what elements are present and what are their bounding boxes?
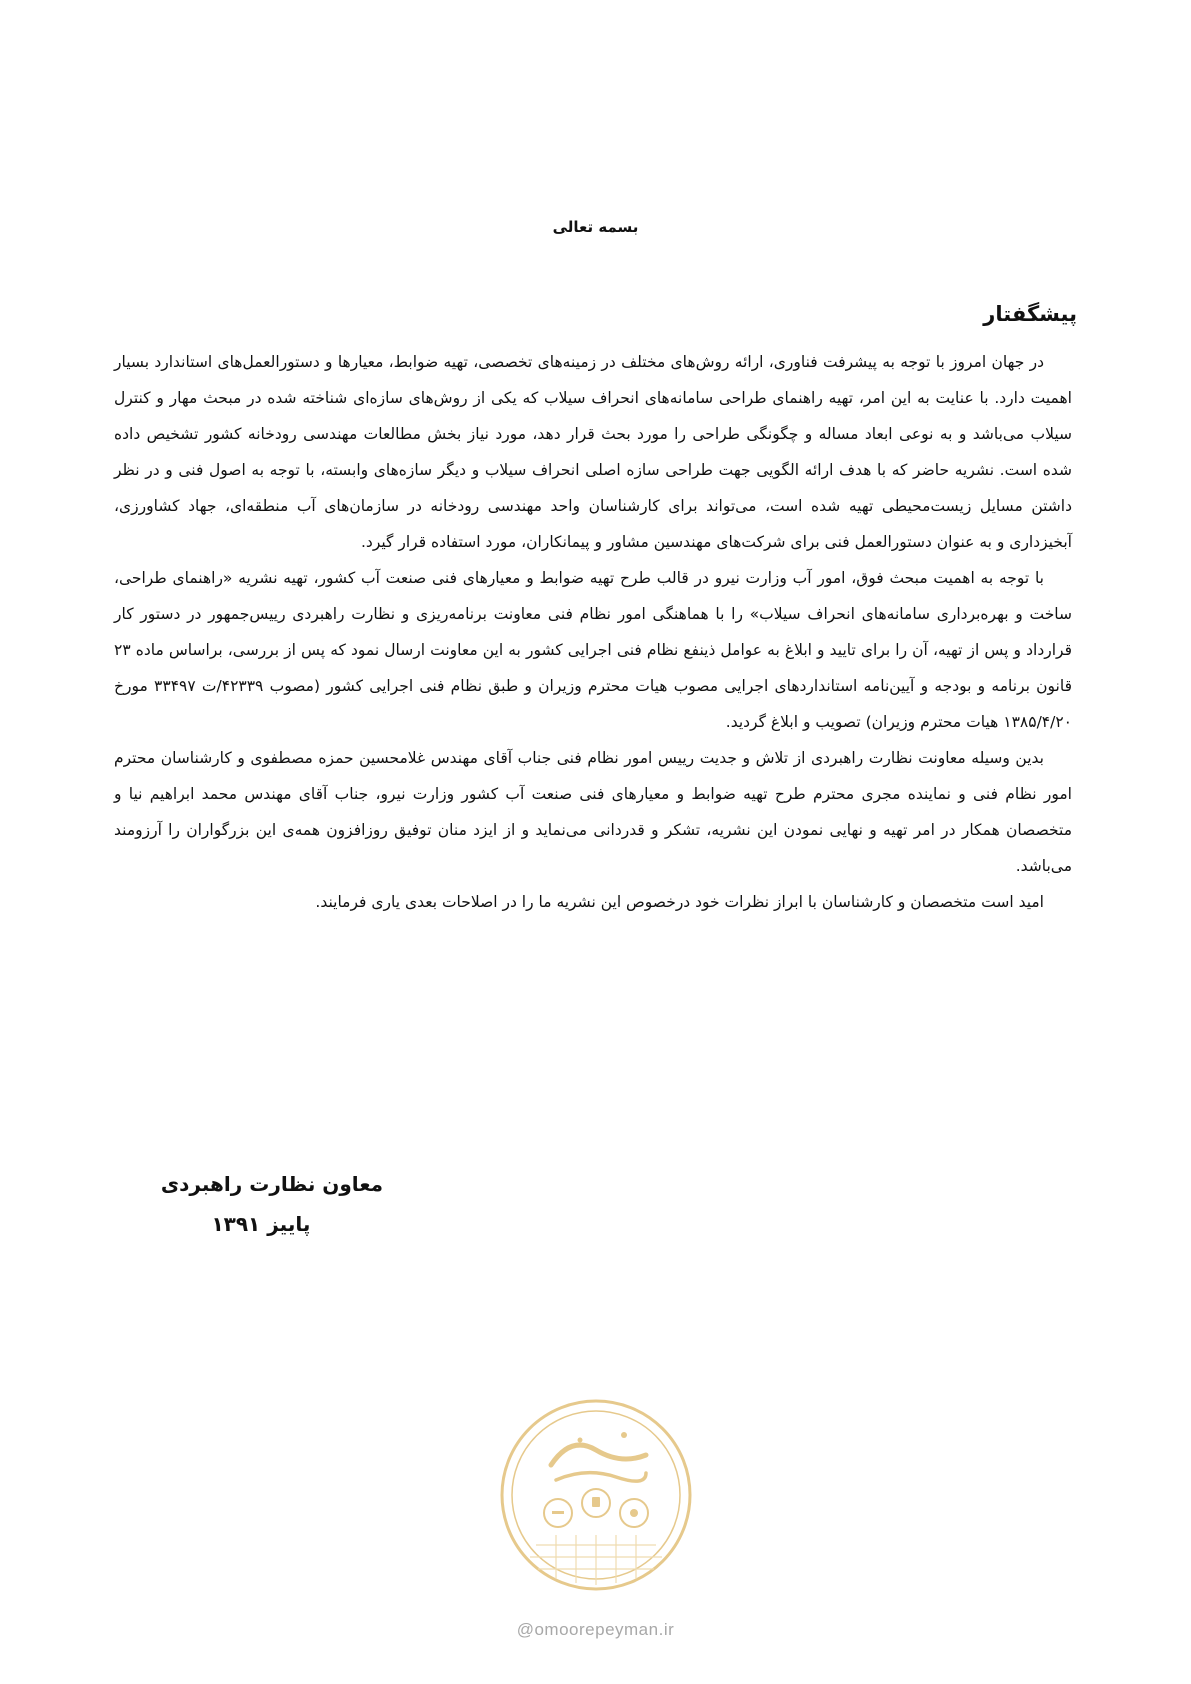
preface-paragraph-1: در جهان امروز با توجه به پیشرفت فناوری، ارائه روش‌های مختلف در زمینه‌های تخصصی، تهیه ضوابط، معیارها و دستورالعمل‌های استاندارد بسیار اهمیت دارد. با عنایت به این امر، تهیه راهنمای طراحی سامانه‌های انحراف سیلاب که یکی از روش‌های سازه‌ای شناخته شده در مبحث مهار و کنترل سیلاب می‌باشد و به نوعی ابعاد مساله و چگونگی طراحی را مورد بحث قرار دهد، مورد نیاز بخش مطالعات مهندسی رودخانه کشور تشخیص داده شده است. نشریه حاضر که با هدف ارائه الگویی جهت طراحی سازه اصلی انحراف سیلاب و دیگر سازه‌های وابسته، با توجه به اصول فنی و در نظر داشتن مسایل زیست‌محیطی تهیه شده است، می‌تواند برای کارشناسان واحد مهندسی رودخانه در سازمان‌های آب منطقه‌ای، جهاد کشاورزی، آبخیزداری و به عنوان دستورالعمل فنی برای شرکت‌های مهندسین مشاور و پیمانکاران، مورد استفاده قرار گیرد. [114, 353, 1072, 551]
preface-paragraph-3: بدین وسیله معاونت نظارت راهبردی از تلاش و جدیت رییس امور نظام فنی جناب آقای مهندس غلامحسین حمزه مصطفوی و کارشناسان محترم امور نظام فنی و نماینده مجری محترم طرح تهیه ضوابط و معیارهای فنی صنعت آب کشور وزارت نیرو، جناب آقای مهندس محمد ابراهیم نیا و متخصصان همکار در امر تهیه و نهایی نمودن این نشریه، تشکر و قدردانی می‌نماید و از ایزد منان توفیق روزافزون همه‌ی این بزرگواران را آرزومند می‌باشد. [114, 749, 1072, 875]
signature-block [161, 1164, 383, 1244]
signature-date: پاییز ۱۳۹۱ [211, 1212, 311, 1236]
watermark-seal-icon [496, 1395, 696, 1595]
preface-body [114, 344, 1072, 920]
signature-office: معاون نظارت راهبردی [160, 1172, 383, 1196]
preface-paragraph-2: با توجه به اهمیت مبحث فوق، امور آب وزارت نیرو در قالب طرح تهیه ضوابط و معیارهای فنی صنعت آب کشور، تهیه نشریه «راهنمای طراحی، ساخت و بهره‌برداری سامانه‌های انحراف سیلاب» را با هماهنگی امور نظام فنی معاونت برنامه‌ریزی و نظارت راهبردی رییس‌جمهور در دستور کار قرارداد و پس از تهیه، آن را برای تایید و ابلاغ به عوامل ذینفع نظام فنی اجرایی کشور به این معاونت ارسال نمود که پس از بررسی، براساس ماده ۲۳ قانون برنامه و بودجه و آیین‌نامه استانداردهای اجرایی مصوب هیات محترم وزیران و طبق نظام فنی اجرایی کشور (مصوب ۴۲۳۳۹/ت ۳۳۴۹۷ مورخ ۱۳۸۵/۴/۲۰ هیات محترم وزیران) تصویب و ابلاغ گردید. [114, 569, 1072, 731]
preface-paragraph-4: امید است متخصصان و کارشناسان با ابراز نظرات خود درخصوص این نشریه ما را در اصلاحات بعدی یاری فرمایند. [315, 893, 1044, 911]
invocation: بسمه تعالی [552, 218, 639, 236]
preface-title: پیشگفتار [983, 302, 1077, 326]
watermark-site: @omoorepeyman.ir [516, 1620, 675, 1639]
